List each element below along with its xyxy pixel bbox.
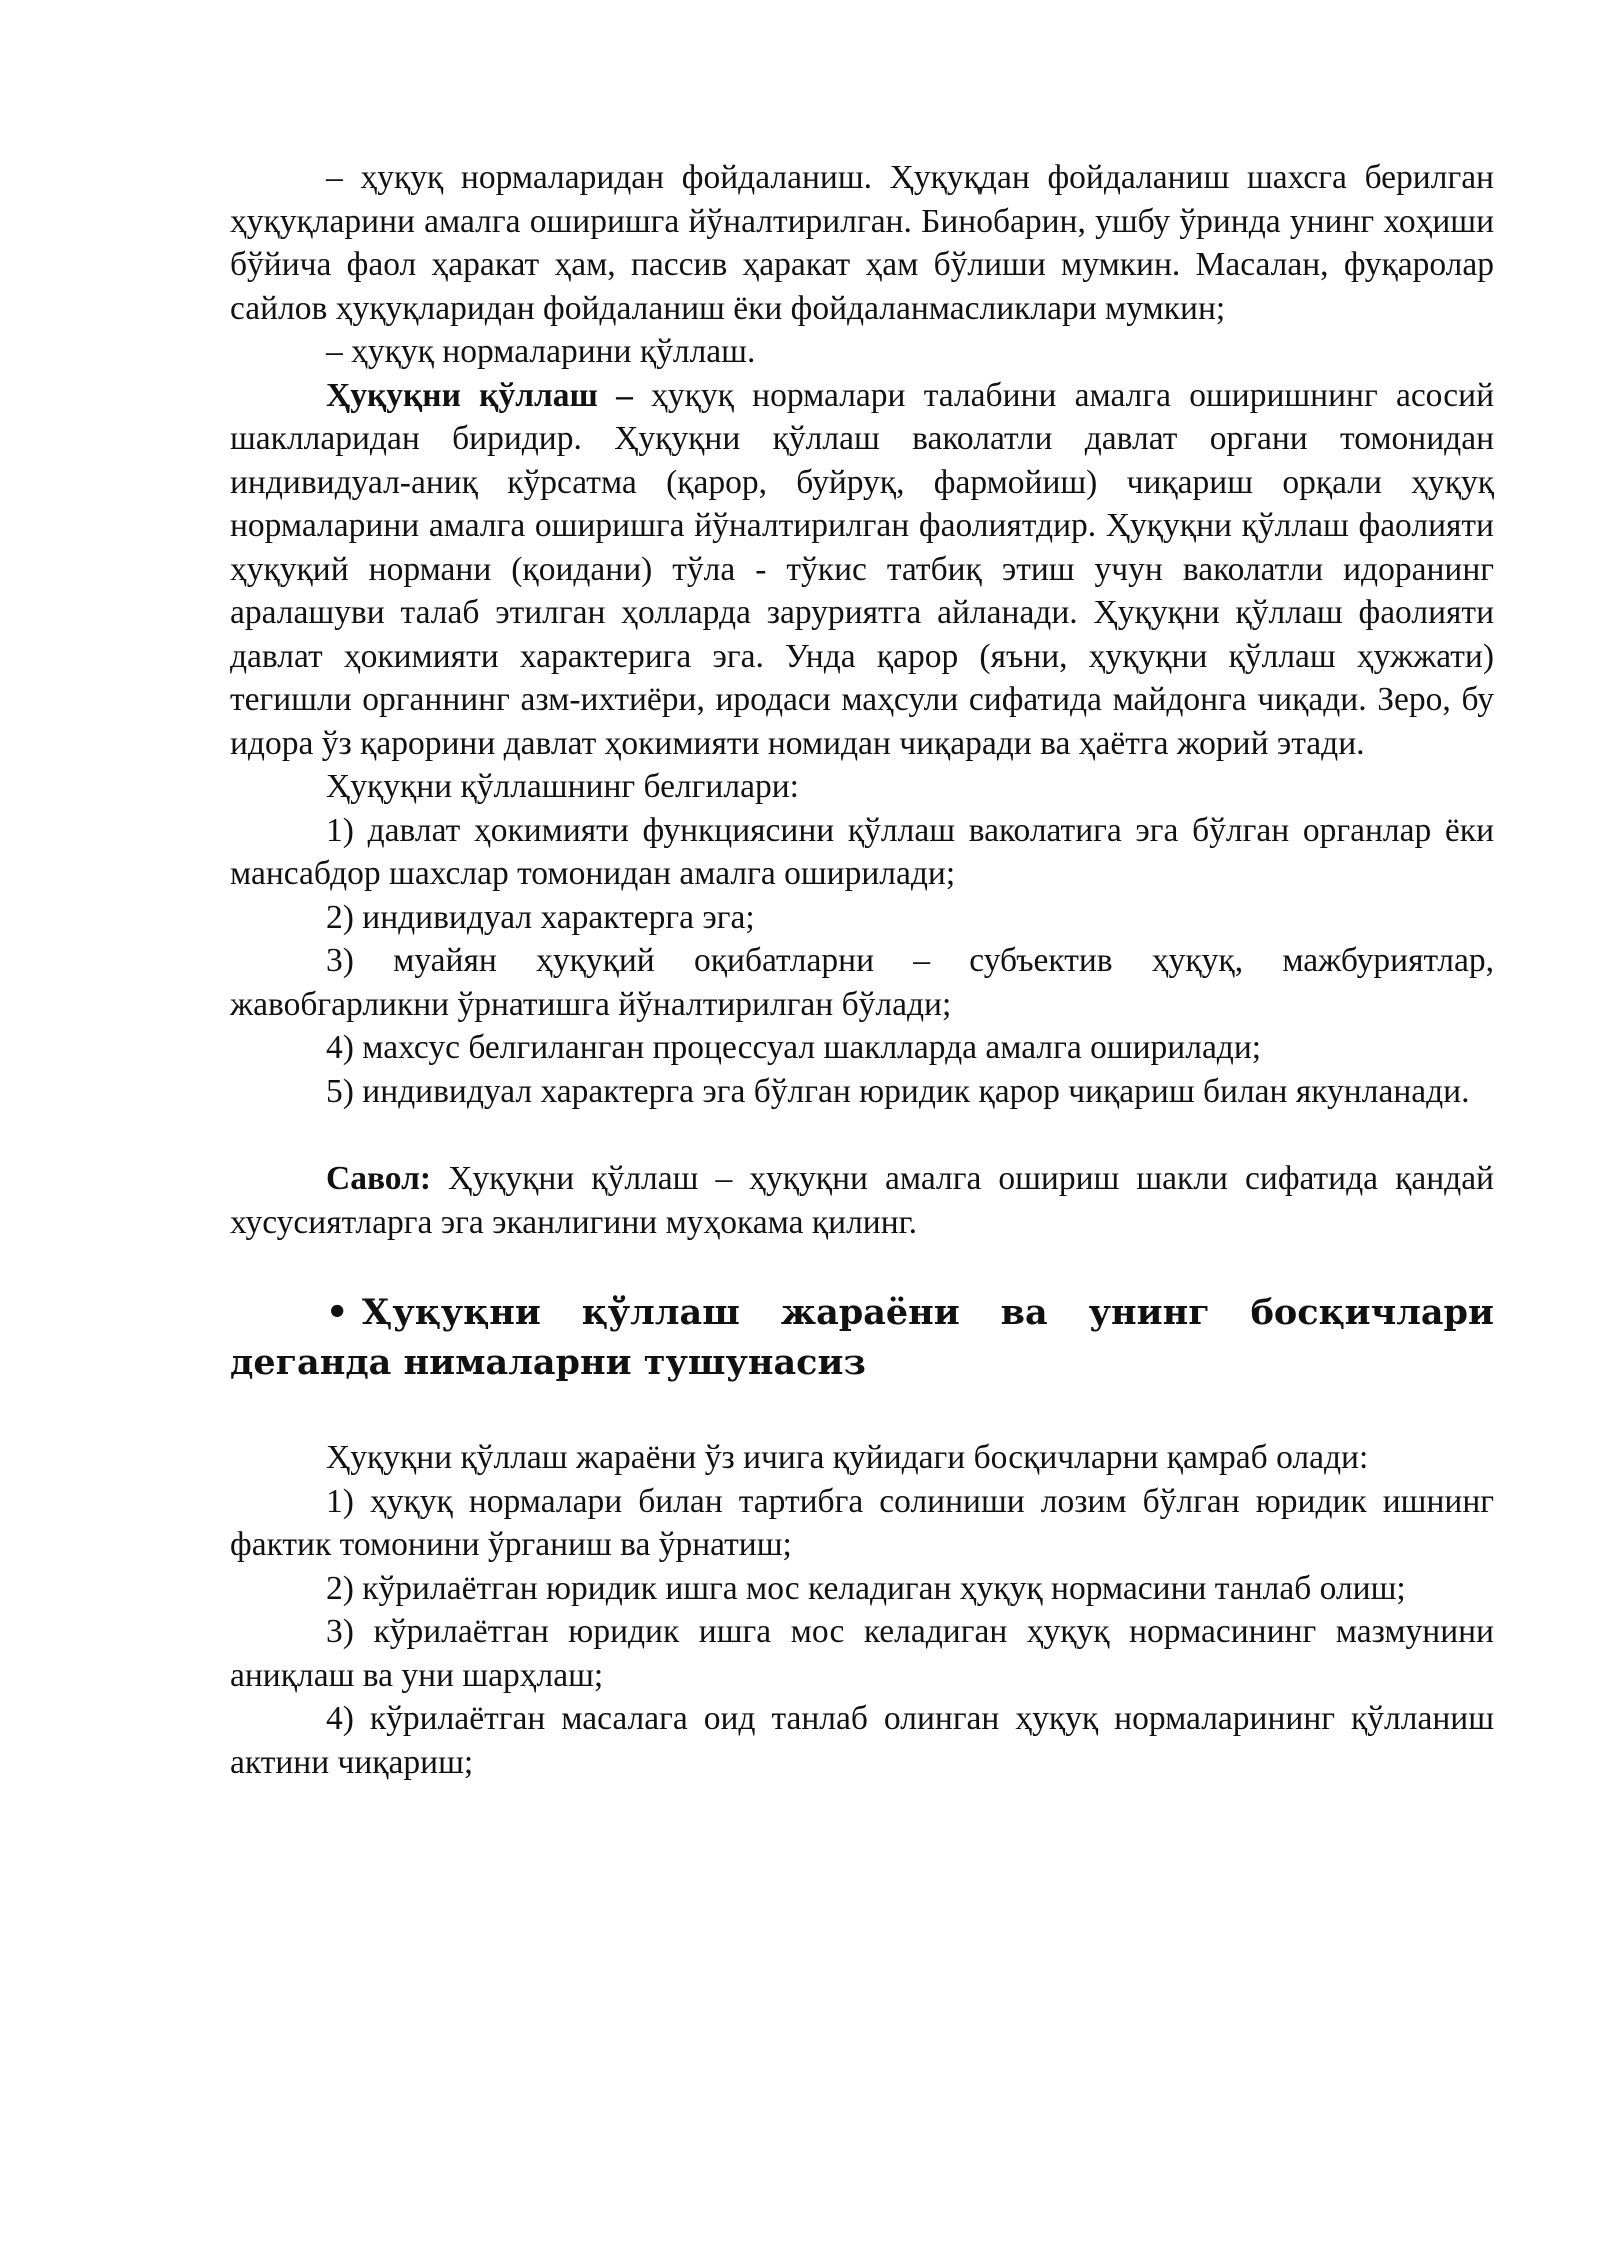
paragraph-use-of-norms: – ҳуқуқ нормаларидан фойдаланиш. Ҳуқуқдан фойдаланиш шахсга берилган ҳуқуқларини амалга оширишга йўналтирилган. Бинобарин, ушбу ўринда унинг хоҳиши бўйича фаол ҳаракат ҳам, пассив ҳаракат ҳам бўлиши мумкин. Масалан, фуқаролар сайлов ҳуқуқларидан фойдаланиш ёки фойдаланмасликлари мумкин; [230,159,1494,327]
sign-item: 3) муайян ҳуқуқий оқибатларни – субъектив ҳуқуқ, мажбуриятлар, жавобгарликни ўрнатишга йўналтирилган бўлади; [230,942,1494,1023]
definition-text: ҳуқуқ нормалари талабини амалга оширишнинг асосий шаклларидан биридир. Ҳуқуқни қўллаш ваколатли давлат органи томонидан индивидуал-аниқ кўрсатма (қарор, буйруқ, фармойиш) чиқариш орқали ҳуқуқ нормаларини амалга оширишга йўналтирилган фаолиятдир. Ҳуқуқни қўллаш фаолияти ҳуқуқий нормани (қоидани) тўла - тўкис татбиқ этиш учун ваколатли идоранинг аралашуви талаб этилган ҳолларда заруриятга айланади. Ҳуқуқни қўллаш фаолияти давлат ҳокимияти характерига эга. Унда қарор (яъни, ҳуқуқни қўллаш ҳужжати) тегишли органнинг азм-ихтиёри, иродаси маҳсули сифатида майдонга чиқади. Зеро, бу идора ўз қарорини давлат ҳокимияти номидан чиқаради ва ҳаётга жорий этади. [230,376,1494,762]
bullet-icon: • [326,1292,349,1333]
sign-item: 2) индивидуал характерга эга; [326,898,755,936]
stage-item: 2) кўрилаётган юридик ишга мос келадиган ҳуқуқ нормасини танлаб олиш; [326,1569,1406,1607]
paragraph-definition [230,374,1494,766]
sign-item: 4) махсус белгиланган процессуал шаклларда амалга оширилади; [326,1029,1262,1066]
question-label: Савол: [326,1160,432,1197]
stage-item: 4) кўрилаётган масалага оид танлаб олинган ҳуқуқ нормаларининг қўлланиш актини чиқариш; [230,1700,1494,1781]
stage-item: 1) ҳуқуқ нормалари билан тартибга солиниши лозим бўлган юридик ишнинг фактик томонини ўрганиш ва ўрнатиш; [230,1482,1494,1563]
question-paragraph [230,1157,1494,1244]
signs-intro: Ҳуқуқни қўллашнинг белгилари: [326,768,799,805]
question-text: Ҳуқуқни қўллаш – ҳуқуқни амалга ошириш шакли сифатида қандай хусусиятларга эга эканлигини муҳокама қилинг. [230,1160,1494,1241]
paragraph-application-item: – ҳуқуқ нормаларини қўллаш. [326,333,756,370]
definition-term: Ҳуқуқни қўллаш – [326,376,633,414]
stages-intro: Ҳуқуқни қўллаш жараёни ўз ичига қуйидаги босқичларни қамраб олади: [326,1439,1369,1476]
section-heading-text: Ҳуқуқни қўллаш жараёни ва унинг босқичлари деганда нималарни тушунасиз [230,1292,1494,1383]
stage-item: 3) кўрилаётган юридик ишга мос келадиган ҳуқуқ нормасининг мазмунини аниқлаш ва уни шарҳлаш; [230,1613,1494,1694]
sign-item: 5) индивидуал характерга эга бўлган юридик қарор чиқариш билан якунланади. [326,1072,1470,1110]
document-page [230,156,1494,1784]
sign-item: 1) давлат ҳокимияти функциясини қўллаш ваколатига эга бўлган органлар ёки мансабдор шахслар томонидан амалга оширилади; [230,811,1494,892]
section-heading [230,1288,1494,1388]
